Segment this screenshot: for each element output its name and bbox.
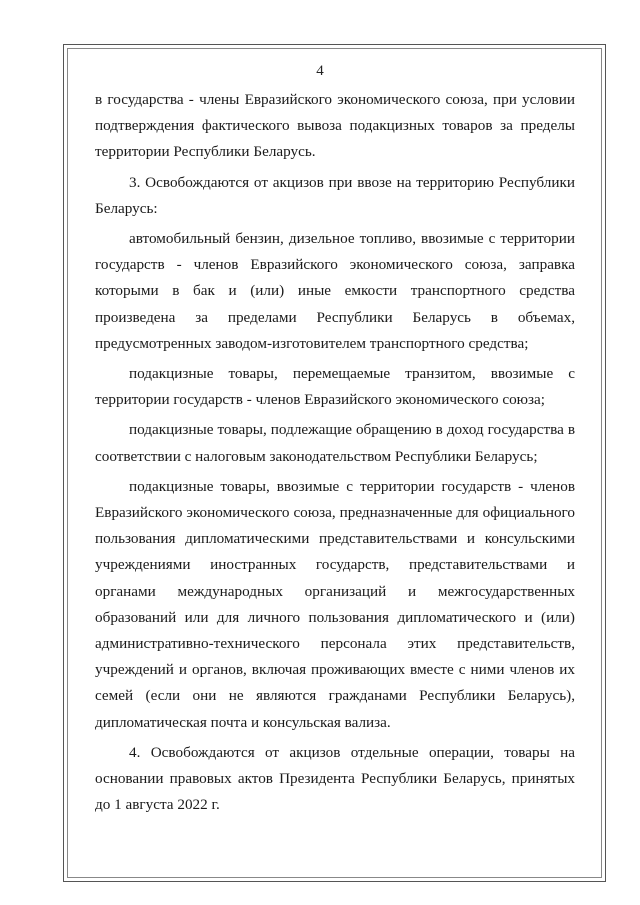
paragraph-continuation: в государства - члены Евразийского экономического союза, при условии подтверждения фактического вывоза подакцизных товаров за пределы территории Республики Беларусь. [95,91,575,161]
document-body [95,87,575,818]
paragraph-item-4: 4. Освобождаются от акцизов отдельные операции, товары на основании правовых актов Президента Республики Беларусь, принятых до 1 августа 2022 г. [95,743,575,814]
paragraph-fuel: автомобильный бензин, дизельное топливо, ввозимые с территории государств - членов Евразийского экономического союза, заправка которыми в бак и (или) иные емкости транспортного средства произведена за пределами Республики Беларусь в объемах, предусмотренных заводом-изготовителем транспортного средства; [95,230,575,352]
paragraph-item-3: 3. Освобождаются от акцизов при ввозе на территорию Республики Беларусь: [95,173,575,217]
paragraph-transit: подакцизные товары, перемещаемые транзитом, ввозимые с территории государств - членов Евразийского экономического союза; [95,365,575,409]
paragraph-confiscated: подакцизные товары, подлежащие обращению в доход государства в соответствии с налоговым законодательством Республики Беларусь; [95,421,575,465]
page-number: 4 [316,63,324,79]
paragraph-diplomatic: подакцизные товары, ввозимые с территории государств - членов Евразийского экономического союза, предназначенные для официального пользования дипломатическими представительствами и консульскими учреждениями иностранных государств, представительствами и органами международных организаций и межгосударственных образований или для личного пользования дипломатического и (или) административно-технического персонала этих представительств, учреждений и органов, включая проживающих вместе с ними членов их семей (если они не являются гражданами Республики Беларусь), дипломатическая почта и консульская вализа. [95,477,575,731]
